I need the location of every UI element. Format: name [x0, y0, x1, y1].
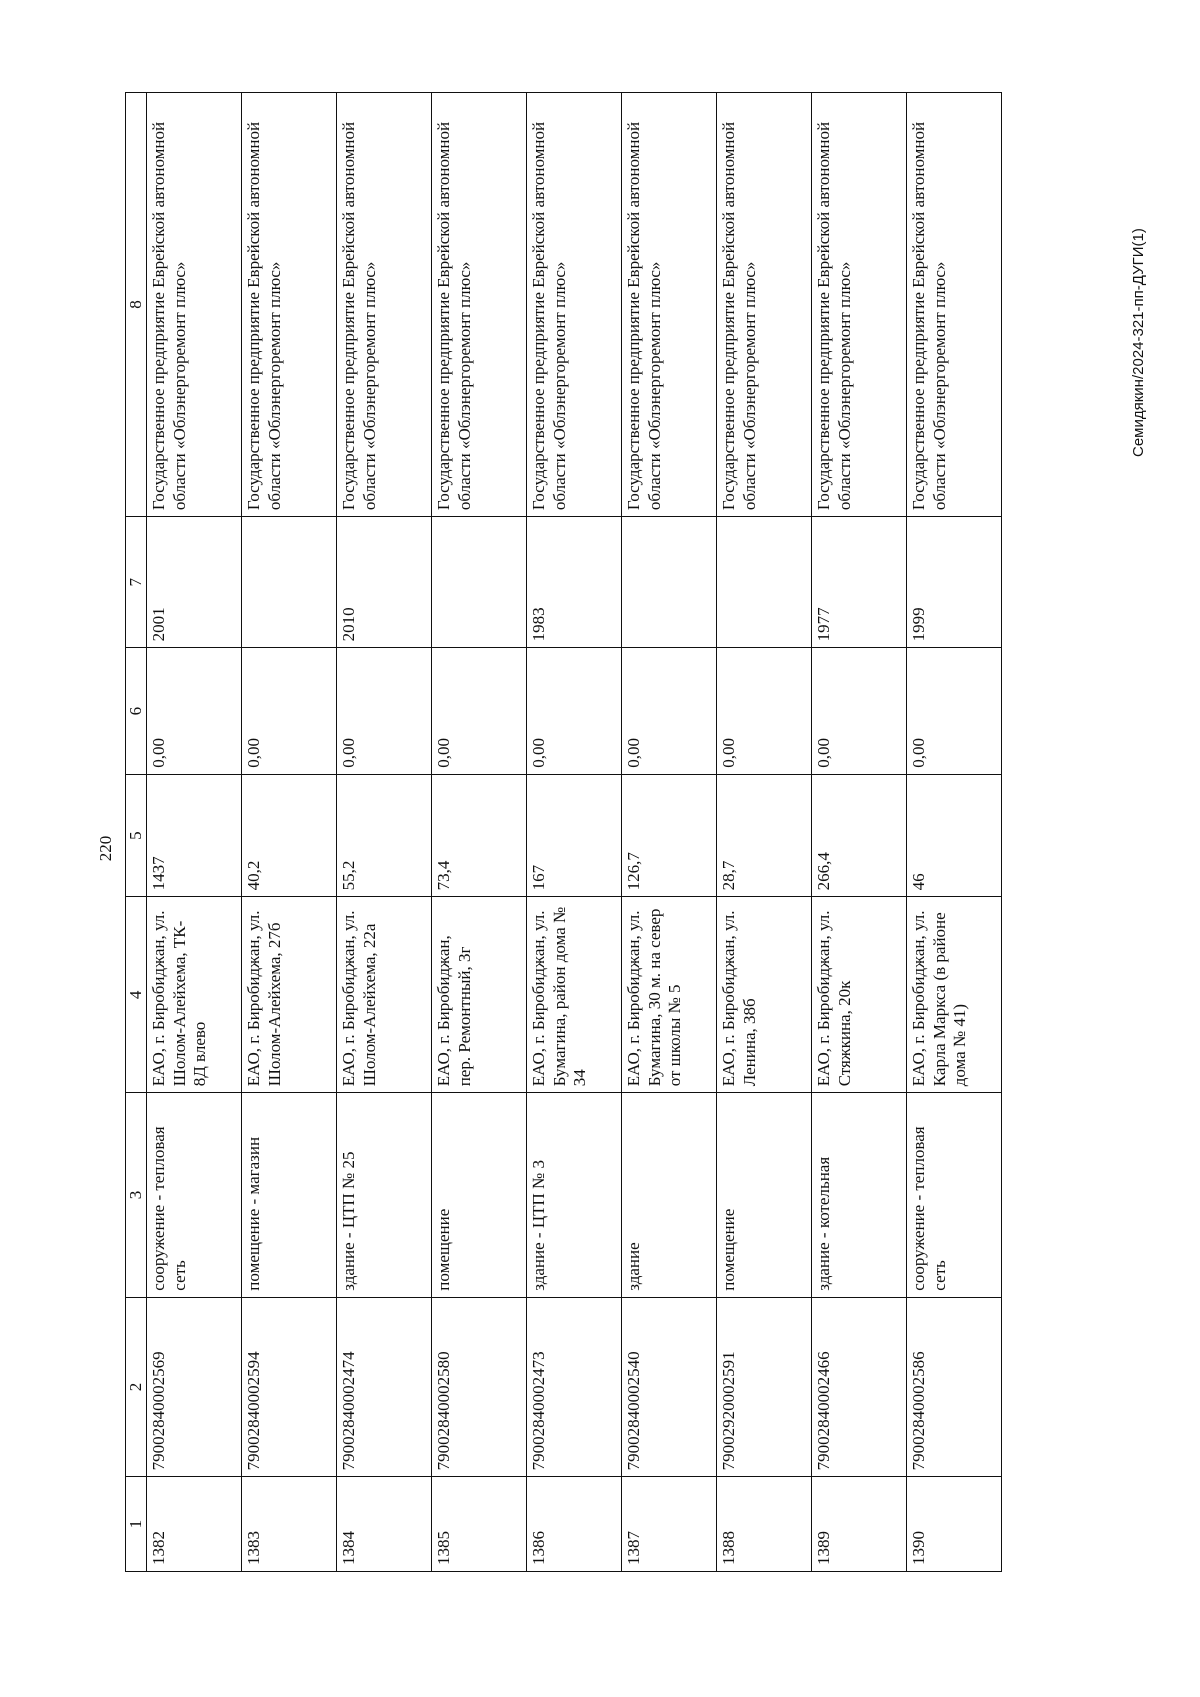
object-area: 55,2: [337, 774, 432, 897]
object-type: помещение - магазин: [242, 1093, 337, 1297]
object-type: сооружение - тепловая сеть: [907, 1093, 1002, 1297]
cadastral-number: 79002840002569: [147, 1297, 242, 1477]
owner-organization: Государственное предприятие Еврейской автономной области «Облэнергоремонт плюс»: [812, 93, 907, 517]
col-header-6: 6: [126, 648, 147, 774]
owner-organization: Государственное предприятие Еврейской автономной области «Облэнергоремонт плюс»: [147, 93, 242, 517]
document-footer-ref: Семидякин/2024-321-пп-ДУГИ(1): [1130, 228, 1147, 457]
object-year: 2010: [337, 517, 432, 648]
table-row: [717, 93, 812, 1572]
object-address: ЕАО, г. Биробиджан, ул. Ленина, 38б: [717, 897, 812, 1093]
object-value: 0,00: [432, 648, 527, 774]
object-type: сооружение - тепловая сеть: [147, 1093, 242, 1297]
cadastral-number: 79002840002580: [432, 1297, 527, 1477]
col-header-5: 5: [126, 774, 147, 897]
owner-organization: Государственное предприятие Еврейской автономной области «Облэнергоремонт плюс»: [432, 93, 527, 517]
owner-organization: Государственное предприятие Еврейской автономной области «Облэнергоремонт плюс»: [907, 93, 1002, 517]
object-area: 126,7: [622, 774, 717, 897]
col-header-7: 7: [126, 517, 147, 648]
row-number: 1382: [147, 1477, 242, 1572]
object-type: здание - ЦТП № 3: [527, 1093, 622, 1297]
object-area: 266,4: [812, 774, 907, 897]
object-value: 0,00: [622, 648, 717, 774]
object-area: 40,2: [242, 774, 337, 897]
row-number: 1386: [527, 1477, 622, 1572]
object-area: 28,7: [717, 774, 812, 897]
table-row: [907, 93, 1002, 1572]
col-header-2: 2: [126, 1297, 147, 1477]
object-value: 0,00: [337, 648, 432, 774]
object-year: 1983: [527, 517, 622, 648]
object-address: ЕАО, г. Биробиджан, ул. Бумагина, район дома № 34: [527, 897, 622, 1093]
table-row: [622, 93, 717, 1572]
table-row: [242, 93, 337, 1572]
object-address: ЕАО, г. Биробиджан, пер. Ремонтный, 3г: [432, 897, 527, 1093]
table-row: [432, 93, 527, 1572]
property-register-table: [125, 92, 1002, 1572]
cadastral-number: 79002840002473: [527, 1297, 622, 1477]
cadastral-number: 79002840002586: [907, 1297, 1002, 1477]
object-area: 46: [907, 774, 1002, 897]
row-number: 1387: [622, 1477, 717, 1572]
object-area: 1437: [147, 774, 242, 897]
object-type: помещение: [717, 1093, 812, 1297]
object-value: 0,00: [812, 648, 907, 774]
cadastral-number: 79002840002474: [337, 1297, 432, 1477]
page-number: 220: [96, 835, 115, 862]
object-year: 1999: [907, 517, 1002, 648]
owner-organization: Государственное предприятие Еврейской автономной области «Облэнергоремонт плюс»: [337, 93, 432, 517]
cadastral-number: 79002840002466: [812, 1297, 907, 1477]
object-type: здание - котельная: [812, 1093, 907, 1297]
object-type: помещение: [432, 1093, 527, 1297]
object-value: 0,00: [527, 648, 622, 774]
cadastral-number: 79002840002594: [242, 1297, 337, 1477]
object-year: [622, 517, 717, 648]
table-row: [147, 93, 242, 1572]
object-value: 0,00: [907, 648, 1002, 774]
owner-organization: Государственное предприятие Еврейской автономной области «Облэнергоремонт плюс»: [527, 93, 622, 517]
object-year: [717, 517, 812, 648]
object-value: 0,00: [717, 648, 812, 774]
object-address: ЕАО, г. Биробиджан, ул. Шолом-Алейхема, 22а: [337, 897, 432, 1093]
col-header-4: 4: [126, 897, 147, 1093]
object-year: [242, 517, 337, 648]
row-number: 1384: [337, 1477, 432, 1572]
header-row: [126, 93, 147, 1572]
row-number: 1389: [812, 1477, 907, 1572]
row-number: 1388: [717, 1477, 812, 1572]
object-address: ЕАО, г. Биробиджан, ул. Шолом-Алейхема, 27б: [242, 897, 337, 1093]
object-value: 0,00: [147, 648, 242, 774]
owner-organization: Государственное предприятие Еврейской автономной области «Облэнергоремонт плюс»: [242, 93, 337, 517]
object-area: 167: [527, 774, 622, 897]
object-type: здание - ЦТП № 25: [337, 1093, 432, 1297]
object-address: ЕАО, г. Биробиджан, ул. Карла Маркса (в районе дома № 41): [907, 897, 1002, 1093]
col-header-8: 8: [126, 93, 147, 517]
col-header-1: 1: [126, 1477, 147, 1572]
row-number: 1383: [242, 1477, 337, 1572]
object-address: ЕАО, г. Биробиджан, ул. Бумагина, 30 м. на север от школы № 5: [622, 897, 717, 1093]
object-address: ЕАО, г. Биробиджан, ул. Шолом-Алейхема, ТК- 8Д влево: [147, 897, 242, 1093]
object-area: 73,4: [432, 774, 527, 897]
table-row: [337, 93, 432, 1572]
cadastral-number: 79002840002540: [622, 1297, 717, 1477]
table-row: [527, 93, 622, 1572]
row-number: 1390: [907, 1477, 1002, 1572]
object-year: 2001: [147, 517, 242, 648]
cadastral-number: 79002920002591: [717, 1297, 812, 1477]
col-header-3: 3: [126, 1093, 147, 1297]
row-number: 1385: [432, 1477, 527, 1572]
owner-organization: Государственное предприятие Еврейской автономной области «Облэнергоремонт плюс»: [622, 93, 717, 517]
object-value: 0,00: [242, 648, 337, 774]
table-row: [812, 93, 907, 1572]
owner-organization: Государственное предприятие Еврейской автономной области «Облэнергоремонт плюс»: [717, 93, 812, 517]
object-year: [432, 517, 527, 648]
object-address: ЕАО, г. Биробиджан, ул. Стяжкина, 20к: [812, 897, 907, 1093]
object-type: здание: [622, 1093, 717, 1297]
object-year: 1977: [812, 517, 907, 648]
